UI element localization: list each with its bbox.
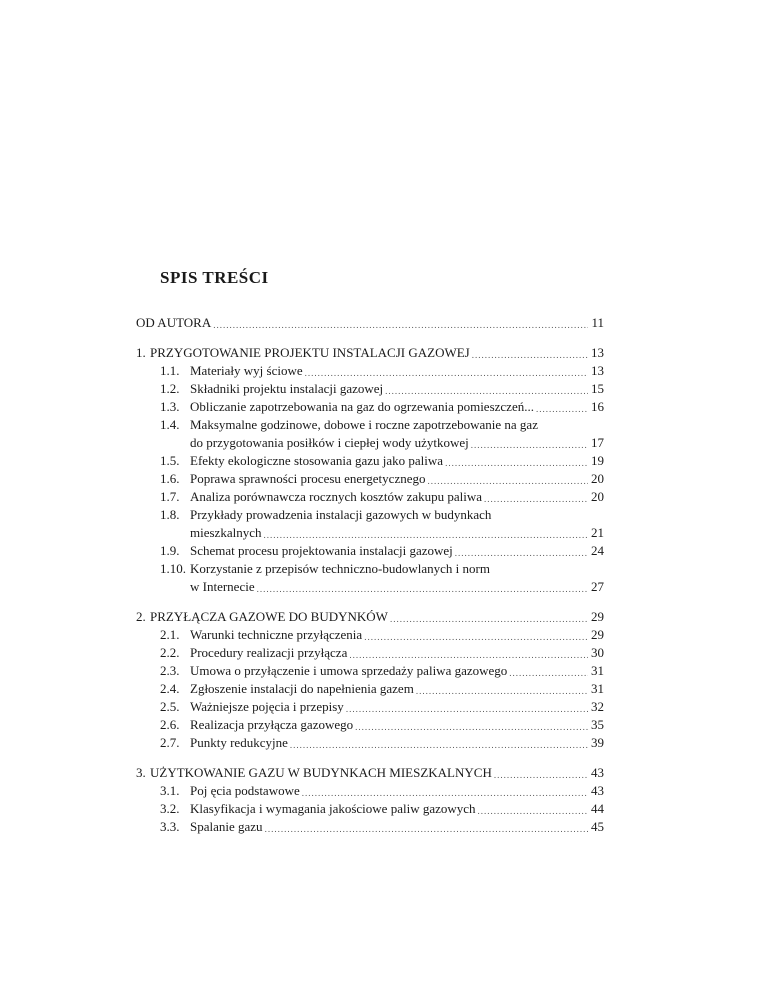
chapter-number: 1.	[136, 345, 146, 360]
section-title-line: Maksymalne godzinowe, dobowe i roczne zapotrzebowanie na gaz	[190, 417, 538, 432]
dot-leader	[257, 582, 588, 596]
toc-section-entry[interactable]	[136, 662, 604, 680]
chapter-spacer	[136, 752, 604, 764]
section-number: 1.9.	[160, 543, 180, 558]
section-number: 1.3.	[160, 399, 180, 414]
dot-leader	[213, 318, 588, 332]
dot-leader	[536, 402, 588, 416]
section-number: 2.4.	[160, 681, 180, 696]
dot-leader	[471, 438, 588, 452]
toc-page-number: 44	[591, 801, 604, 816]
toc-chapter-heading[interactable]	[136, 344, 604, 362]
section-number: 1.8.	[160, 507, 180, 522]
dot-leader	[390, 612, 588, 626]
toc-section-entry[interactable]	[136, 716, 604, 734]
toc-page-number: 16	[591, 399, 604, 414]
dot-leader	[385, 384, 588, 398]
toc-section-entry[interactable]	[136, 800, 604, 818]
toc-section-entry-continuation[interactable]	[136, 578, 604, 596]
toc-section-entry[interactable]	[136, 818, 604, 836]
dot-leader	[472, 348, 588, 362]
toc-section-entry[interactable]	[136, 506, 604, 524]
section-number: 3.3.	[160, 819, 180, 834]
toc-section-entry[interactable]	[136, 416, 604, 434]
dot-leader	[494, 768, 588, 782]
toc-page-number: 17	[591, 435, 604, 450]
toc-chapter-heading[interactable]	[136, 608, 604, 626]
toc-page-number: 31	[591, 663, 604, 678]
toc-section-entry[interactable]	[136, 398, 604, 416]
chapter-number: 2.	[136, 609, 146, 624]
section-number: 2.7.	[160, 735, 180, 750]
toc-section-entry[interactable]	[136, 698, 604, 716]
chapter-title: PRZYŁĄCZA GAZOWE DO BUDYNKÓW	[150, 609, 388, 624]
toc-page-number: 19	[591, 453, 604, 468]
section-number: 2.6.	[160, 717, 180, 732]
section-title-line: Spalanie gazu	[190, 819, 263, 834]
toc-page-number: 39	[591, 735, 604, 750]
toc-page-number: 35	[591, 717, 604, 732]
section-number: 2.2.	[160, 645, 180, 660]
section-number: 1.5.	[160, 453, 180, 468]
section-title-line: w Internecie	[190, 579, 255, 594]
toc-section-entry[interactable]	[136, 680, 604, 698]
toc-page-number: 20	[591, 471, 604, 486]
section-title-line: Składniki projektu instalacji gazowej	[190, 381, 384, 396]
section-title-line: Punkty redukcyjne	[190, 735, 288, 750]
dot-leader	[484, 492, 588, 506]
toc-page-number: 30	[591, 645, 604, 660]
toc-section-entry[interactable]	[136, 470, 604, 488]
toc-section-entry[interactable]	[136, 734, 604, 752]
section-title-line: Korzystanie z przepisów techniczno-budowlanych i norm	[190, 561, 490, 576]
section-title-line: mieszkalnych	[190, 525, 262, 540]
toc-page-number: 21	[591, 525, 604, 540]
section-title-line: Materiały wyj ściowe	[190, 363, 303, 378]
dot-leader	[302, 786, 588, 800]
toc-entry-preface[interactable]	[136, 314, 604, 332]
section-title-line: Analiza porównawcza rocznych kosztów zakupu paliwa	[190, 489, 483, 504]
section-number: 1.4.	[160, 417, 180, 432]
section-title-line: Poprawa sprawności procesu energetycznego	[190, 471, 426, 486]
section-title-line: Ważniejsze pojęcia i przepisy	[190, 699, 344, 714]
toc-chapter-heading[interactable]	[136, 764, 604, 782]
dot-leader	[263, 528, 588, 542]
dot-leader	[364, 630, 588, 644]
toc-page-number: 11	[591, 315, 604, 330]
toc-section-entry[interactable]	[136, 782, 604, 800]
section-title-line: Poj ęcia podstawowe	[190, 783, 300, 798]
section-title-line: Efekty ekologiczne stosowania gazu jako paliwa	[190, 453, 444, 468]
section-number: 2.5.	[160, 699, 180, 714]
toc-page-number: 27	[591, 579, 604, 594]
dot-leader	[455, 546, 588, 560]
dot-leader	[349, 648, 588, 662]
section-number: 1.1.	[160, 363, 180, 378]
dot-leader	[416, 684, 588, 698]
dot-leader	[478, 804, 588, 818]
toc-section-entry[interactable]	[136, 452, 604, 470]
dot-leader	[509, 666, 588, 680]
toc-section-entry[interactable]	[136, 626, 604, 644]
toc-section-entry-continuation[interactable]	[136, 524, 604, 542]
toc-page-number: 43	[591, 765, 604, 780]
toc-page-number: 31	[591, 681, 604, 696]
toc-section-entry[interactable]	[136, 362, 604, 380]
section-title-line: Umowa o przyłączenie i umowa sprzedaży paliwa gazowego	[190, 663, 508, 678]
section-title-line: Realizacja przyłącza gazowego	[190, 717, 354, 732]
toc-page-number: 13	[591, 345, 604, 360]
dot-leader	[290, 738, 588, 752]
toc-page-number: 32	[591, 699, 604, 714]
page-title: SPIS TREŚCI	[160, 268, 269, 287]
toc-section-entry[interactable]	[136, 560, 604, 578]
toc-entry-text: OD AUTORA	[136, 315, 212, 330]
section-title-line: Schemat procesu projektowania instalacji gazowej	[190, 543, 453, 558]
section-number: 3.1.	[160, 783, 180, 798]
toc-page-number: 15	[591, 381, 604, 396]
table-of-contents	[136, 314, 604, 836]
section-number: 2.3.	[160, 663, 180, 678]
section-number: 1.6.	[160, 471, 180, 486]
toc-section-entry[interactable]	[136, 488, 604, 506]
chapter-title: PRZYGOTOWANIE PROJEKTU INSTALACJI GAZOWEJ	[150, 345, 470, 360]
dot-leader	[265, 822, 588, 836]
toc-page-number: 45	[591, 819, 604, 834]
section-number: 1.2.	[160, 381, 180, 396]
chapter-list	[136, 332, 604, 836]
dot-leader	[427, 474, 588, 488]
chapter-spacer	[136, 332, 604, 344]
section-number: 1.10.	[160, 561, 186, 576]
toc-section-entry[interactable]	[136, 542, 604, 560]
section-title-line: Obliczanie zapotrzebowania na gaz do ogrzewania pomieszczeń...	[190, 399, 534, 414]
chapter-title: UŻYTKOWANIE GAZU W BUDYNKACH MIESZKALNYCH	[150, 765, 492, 780]
section-title-line: Procedury realizacji przyłącza	[190, 645, 348, 660]
toc-page-number: 24	[591, 543, 604, 558]
dot-leader	[305, 366, 588, 380]
section-number: 2.1.	[160, 627, 180, 642]
toc-page-number: 29	[591, 627, 604, 642]
toc-page-number: 13	[591, 363, 604, 378]
chapter-spacer	[136, 596, 604, 608]
section-number: 1.7.	[160, 489, 180, 504]
dot-leader	[346, 702, 588, 716]
section-title-line: do przygotowania posiłków i ciepłej wody użytkowej	[190, 435, 469, 450]
toc-page-number: 43	[591, 783, 604, 798]
toc-page-number: 20	[591, 489, 604, 504]
toc-section-entry[interactable]	[136, 644, 604, 662]
dot-leader	[355, 720, 588, 734]
section-title-line: Klasyfikacja i wymagania jakościowe paliw gazowych	[190, 801, 476, 816]
section-title-line: Przykłady prowadzenia instalacji gazowych w budynkach	[190, 507, 492, 522]
section-number: 3.2.	[160, 801, 180, 816]
dot-leader	[445, 456, 588, 470]
toc-section-entry-continuation[interactable]	[136, 434, 604, 452]
toc-section-entry[interactable]	[136, 380, 604, 398]
chapter-number: 3.	[136, 765, 146, 780]
toc-page-number: 29	[591, 609, 604, 624]
section-title-line: Warunki techniczne przyłączenia	[190, 627, 363, 642]
section-title-line: Zgłoszenie instalacji do napełnienia gazem	[190, 681, 414, 696]
